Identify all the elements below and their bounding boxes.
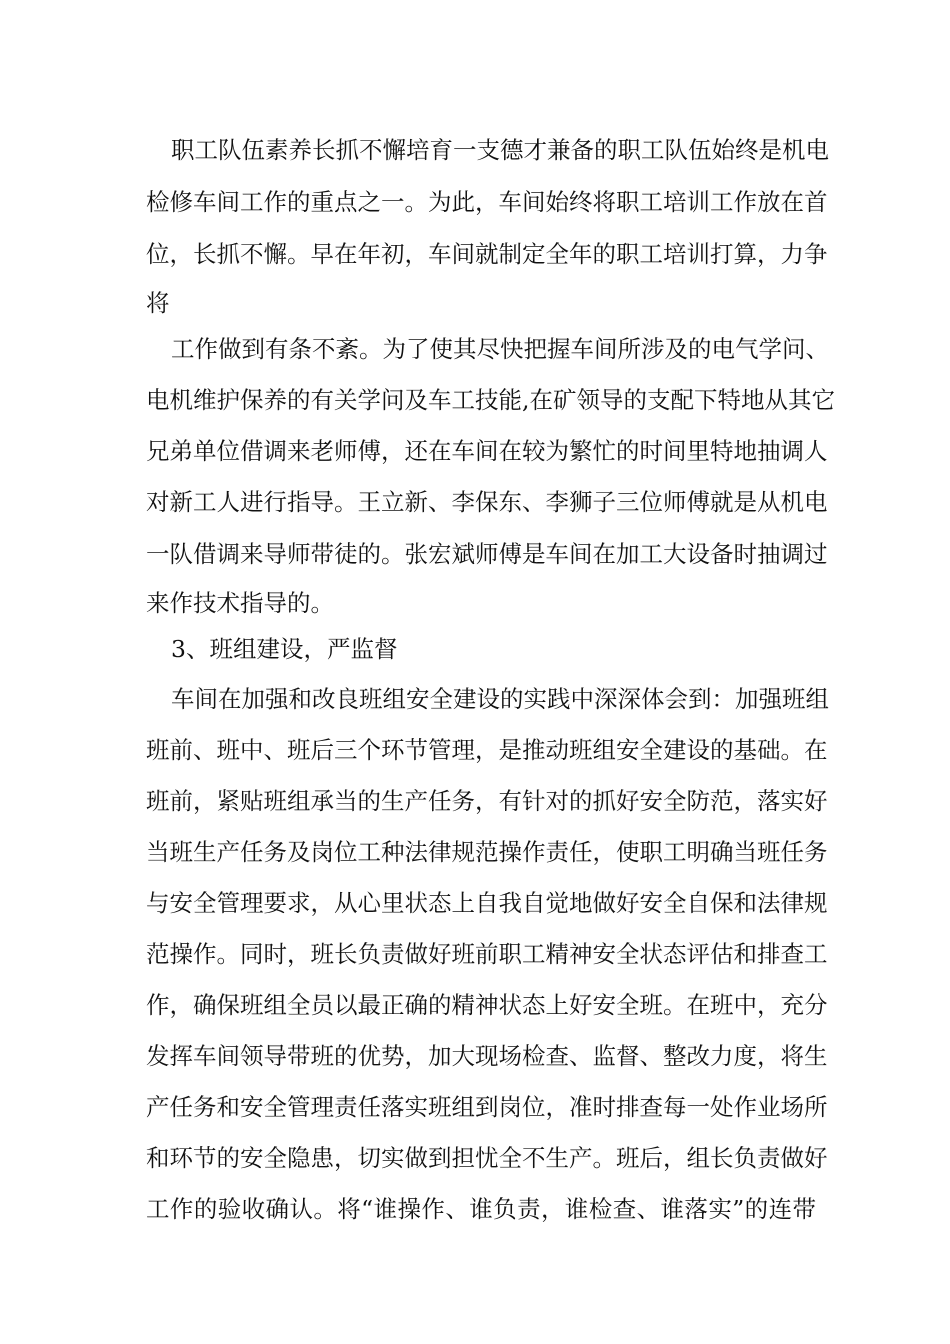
paragraph-2-line-6: 来作技术指导的。 bbox=[146, 589, 334, 617]
paragraph-3-line-8: 发挥车间领导带班的优势，加大现场检查、监督、整改力度，将生 bbox=[146, 1042, 828, 1070]
paragraph-2-line-3: 兄弟单位借调来老师傅，还在车间在较为繁忙的时间里特地抽调人 bbox=[146, 437, 828, 465]
paragraph-3-line-4: 当班生产任务及岗位工种法律规范操作责任，使职工明确当班任务 bbox=[146, 838, 828, 866]
paragraph-3-line-10: 和环节的安全隐患，切实做到担忧全不生产。班后，组长负责做好 bbox=[146, 1144, 828, 1172]
paragraph-3-line-6: 范操作。同时，班长负责做好班前职工精神安全状态评估和排查工 bbox=[146, 940, 828, 968]
paragraph-1-line-3: 位，长抓不懈。早在年初，车间就制定全年的职工培训打算，力争 bbox=[146, 240, 828, 268]
paragraph-1-line-1: 职工队伍素养长抓不懈培育一支德才兼备的职工队伍始终是机电 bbox=[171, 136, 829, 164]
paragraph-3-line-3: 班前，紧贴班组承当的生产任务，有针对的抓好安全防范，落实好 bbox=[146, 787, 828, 815]
paragraph-3-line-7: 作，确保班组全员以最正确的精神状态上好安全班。在班中，充分 bbox=[146, 991, 828, 1019]
paragraph-2-line-1: 工作做到有条不紊。为了使其尽快把握车间所涉及的电气学问、 bbox=[171, 335, 829, 363]
paragraph-1-line-4: 将 bbox=[146, 289, 170, 317]
paragraph-3-line-5: 与安全管理要求，从心里状态上自我自觉地做好安全自保和法律规 bbox=[146, 889, 828, 917]
paragraph-2-line-5: 一队借调来导师带徒的。张宏斌师傅是车间在加工大设备时抽调过 bbox=[146, 540, 828, 568]
paragraph-3-line-2: 班前、班中、班后三个环节管理，是推动班组安全建设的基础。在 bbox=[146, 736, 828, 764]
paragraph-2-line-2: 电机维护保养的有关学问及车工技能,在矿领导的支配下特地从其它 bbox=[146, 386, 835, 414]
paragraph-3-line-11: 工作的验收确认。将“谁操作、谁负责，谁检查、谁落实”的连带 bbox=[146, 1195, 816, 1223]
paragraph-2-line-4: 对新工人进行指导。王立新、李保东、李狮子三位师傅就是从机电 bbox=[146, 488, 828, 516]
paragraph-3-line-1: 车间在加强和改良班组安全建设的实践中深深体会到：加强班组 bbox=[171, 685, 829, 713]
paragraph-3-line-9: 产任务和安全管理责任落实班组到岗位，准时排查每一处作业场所 bbox=[146, 1093, 828, 1121]
section-heading: 3、班组建设，严监督 bbox=[171, 635, 398, 663]
paragraph-1-line-2: 检修车间工作的重点之一。为此，车间始终将职工培训工作放在首 bbox=[146, 188, 828, 216]
